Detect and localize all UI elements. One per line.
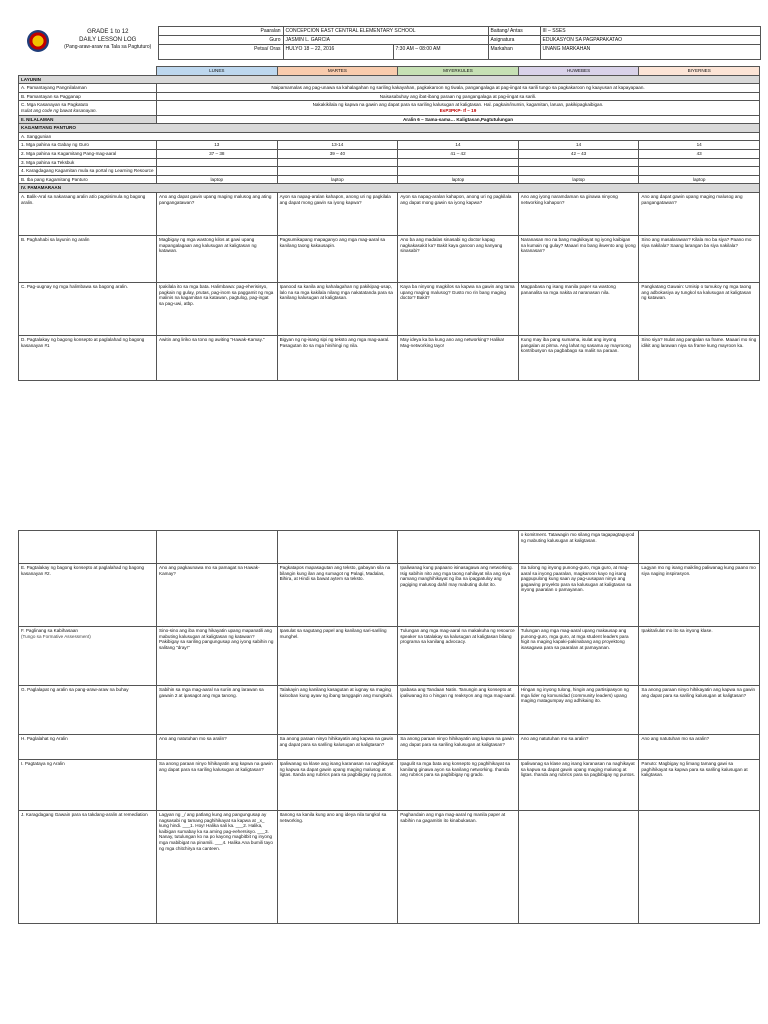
procedure-label-cell bbox=[19, 686, 157, 735]
gabay-guro-martes: 13-14 bbox=[277, 141, 398, 150]
procedure-cell-martes: Pagsumikapang mapaganyo ang mga mag-aaral sa kanilang taong kakausapin. bbox=[277, 235, 398, 282]
procedure-cell-biyernes bbox=[639, 531, 760, 564]
kagamitan-martes: laptop bbox=[277, 175, 398, 184]
procedure-label-cell bbox=[19, 282, 157, 335]
procedure-cell-huwebes: Naranasan mo na bang magkikayat ng iyong kaibigan na kumain ng gulay? Maaari mo bang ikwento ang iyong karanasan? bbox=[518, 235, 639, 282]
procedure-cell-miyerkules: Ipabasa ang Tandaan Natin. Tanungin ang konsepto at ipaliwanag ito o hingan ng reaksyon ang mga mag-aaral. bbox=[398, 686, 519, 735]
lesson-log-page-2 bbox=[18, 530, 760, 924]
iba-pang-kagamitan-label: B. Iba pang Kagamitang Panturo bbox=[19, 175, 157, 184]
gabay-guro-miyerkules: 14 bbox=[398, 141, 519, 150]
pamamaraan-heading: IV. PAMAMARAAN bbox=[19, 184, 760, 193]
layunin-a-text: Naipamamalas ang pag-unawa sa kahalagahan ng sariling kakayahan, pagkakaroon ng tiwala, pangangalaga at pag-iingat sa sarili tungo sa pagkakaroon ng kaayusan at kapayapaan. bbox=[157, 84, 760, 93]
procedure-cell-huwebes: Ano ang natutuhan mo sa aralin? bbox=[518, 735, 639, 760]
paaralan-label: Paaralan bbox=[158, 27, 283, 36]
procedure-cell-martes: Talakayin ang kanilang kasagutan at iugnay sa maging kalooban kung ayaw ng ibang tanggapin ang mungkahi. bbox=[277, 686, 398, 735]
kagamitan-lunes: laptop bbox=[157, 175, 278, 184]
main-table-1 bbox=[18, 66, 760, 381]
oras-value: 7:30 AM – 08:00 AM bbox=[393, 45, 488, 60]
layunin-c-label: C. Mga Kasanayan sa Pagkatuto bbox=[21, 102, 89, 108]
procedure-cell-martes: Ipanood sa kanila ang kahalagahan ng pakikipag-usap, lalo na sa mga kakilala nilang mga nakatatanda para sa kanilang kalusugan at kaligtasan. bbox=[277, 282, 398, 335]
title-block bbox=[58, 27, 158, 60]
day-header-lunes: LUNES bbox=[157, 67, 278, 76]
procedure-cell-miyerkules: Paghandain ang mga mag-aaral ng manila paper at sabihin na gagamitin ito kinabukasan. bbox=[398, 811, 519, 924]
procedure-cell-huwebes: Tulungan ang mga mag-aaral upang makausap ang punong-guro, mga guro, at mga student leaders para higit na maging kapaki-pakinabang ang proyektong isasagawa para sa paaralan at pamayanan. bbox=[518, 627, 639, 686]
markahan-label: Markahan bbox=[488, 45, 540, 60]
procedure-cell-huwebes: o komitment. Tatawagin mo silang mga tagapagtaguyod ng mabuting kalusugan at kaligtasan. bbox=[518, 531, 639, 564]
kagamitang-martes: 39 – 40 bbox=[277, 149, 398, 158]
procedure-cell-lunes: Sino-sino ang iba mong hikayatin upang mapanatili ang mabuting kalusugan at kaligtasan ng katawan? Pakibigay sa sariling pangungusap ang iyong sabihin ng salitang "dray!" bbox=[157, 627, 278, 686]
procedure-cell-lunes: Ano ang dapat gawin upang maging malusog ang ating pangangatawan? bbox=[157, 192, 278, 235]
procedure-cell-miyerkules: Sa anong paraan ninyo hihikayatin ang kapwa na gawin ang dapat para sa sariling kalusugan at kaligtasan? bbox=[398, 735, 519, 760]
lesson-log-page-1 bbox=[18, 26, 760, 381]
layunin-b-label: B. Pamantayan sa Pagganap bbox=[19, 92, 157, 101]
markahan-value: UNANG MARKAHAN bbox=[540, 45, 760, 60]
gabay-guro-huwebes: 14 bbox=[518, 141, 639, 150]
kagamitang-mag-aaral-label: 2. Mga pahina sa Kagamitang Pang-mag-aaral bbox=[19, 149, 157, 158]
procedure-row bbox=[19, 564, 760, 627]
procedure-label-cell bbox=[19, 235, 157, 282]
procedure-row bbox=[19, 282, 760, 335]
procedure-cell-lunes: Magbigay ng mga wastong kilos at gawi upang mapangalagaan ang kalusugan at kaligtasan ng katawan. bbox=[157, 235, 278, 282]
procedure-cell-martes: Sa anong paraan ninyo hihikayatin ang kapwa na gawin ang dapat para sa sariling kalusugan at kaligtasan? bbox=[277, 735, 398, 760]
procedure-cell-biyernes: Ano ang natutuhan mo sa aralin? bbox=[639, 735, 760, 760]
procedure-label: C. Pag-uugnay ng mga halimbawa sa bagong aralin. bbox=[21, 283, 128, 289]
sanggunian-label: A. Sanggunian bbox=[19, 132, 760, 141]
procedure-cell-huwebes: Hingan ng inyong tulong, hingin ang partisipasyon ng mga lider ng komunidad (community leaders) upang maging matagumpay ang adhikaing ito. bbox=[518, 686, 639, 735]
baitang-label: Baitang/ Antas bbox=[488, 27, 540, 36]
main-table-2 bbox=[18, 530, 760, 924]
procedure-cell-biyernes: Ipakita/iulat mo ito sa inyong klase. bbox=[639, 627, 760, 686]
kagamitan-huwebes: laptop bbox=[518, 175, 639, 184]
procedure-cell-miyerkules: Tulungan ang mga mag-aaral na makakuha ng resource speaker na tatalakay sa kalusugan at kaligtasan bilang programa sa kanilang advocacy. bbox=[398, 627, 519, 686]
procedure-cell-miyerkules: May ideya ka ba kung ano ang networking? Halika! Mag-networking tayo! bbox=[398, 335, 519, 380]
deped-seal-icon bbox=[27, 30, 49, 52]
procedure-cell-biyernes bbox=[639, 811, 760, 924]
procedure-label-cell bbox=[19, 192, 157, 235]
layunin-c-label-cell bbox=[19, 101, 157, 115]
asignatura-label: Asignatura bbox=[488, 36, 540, 45]
procedure-row bbox=[19, 811, 760, 924]
gabay-guro-lunes: 13 bbox=[157, 141, 278, 150]
kagamitang-lunes: 37 – 38 bbox=[157, 149, 278, 158]
procedure-cell-lunes: Sa anong paraan ninyo hihikayatin ang kapwa na gawin ang dapat para sa sariling kalusugan at kaligtasan? bbox=[157, 760, 278, 811]
procedure-label-cell bbox=[19, 735, 157, 760]
procedure-label: H. Paglalahat ng Aralin bbox=[21, 736, 68, 741]
log-title: DAILY LESSON LOG bbox=[79, 36, 137, 43]
pamamaraan-rows-2 bbox=[19, 531, 760, 924]
gabay-guro-biyernes: 14 bbox=[639, 141, 760, 150]
petsa-label: Petsa/ Oras bbox=[158, 45, 283, 60]
kagamitan-miyerkules: laptop bbox=[398, 175, 519, 184]
pamamaraan-rows-1 bbox=[19, 192, 760, 380]
layunin-b-text: Naisasabuhay ang ibat-ibang paraan ng pangangalaga at pag-iingat sa sarili. bbox=[157, 92, 760, 101]
gabay-guro-label: 1. Mga pahina sa Gabay ng Guro bbox=[19, 141, 157, 150]
procedure-cell-martes: Ayon sa napag-aralan kahapon, anong uri ng pagkilala ang dapat mong gawin sa iyong kapwa? bbox=[277, 192, 398, 235]
procedure-row bbox=[19, 627, 760, 686]
procedure-cell-biyernes: Lagyan mo ng isang maikling paliwanag kung paano mo siya naging inspirasyon. bbox=[639, 564, 760, 627]
procedure-cell-huwebes: Kung may iba pang sumama, isulat ang inyong pangalan at pirma. Ang lahat ng sasama ay mayroong kontribusyon sa pagbabago sa maliit na paraan. bbox=[518, 335, 639, 380]
karagdagang-kagamitan-label: 4. Karagdagang Kagamitan mula sa portal ng Learning Resource bbox=[19, 167, 157, 176]
nilalaman-text: Aralin 6 – Sama-sama… Kaligtasan,Pagtutulungan bbox=[157, 115, 760, 124]
layunin-heading: LAYUNIN bbox=[19, 75, 760, 84]
procedure-cell-biyernes: Pangkatang Gawain: Umisip o tumukoy ng mga taong ang adbokasiya ay tungkol sa kalusugan at kaligtasan ng katawan. bbox=[639, 282, 760, 335]
procedure-label-cell bbox=[19, 760, 157, 811]
procedure-cell-miyerkules: Ano ba ang madalas sinasabi ng doctor kapag nagkakasakit ka? Bakit kaya ganoon ang kanyang sinasabi? bbox=[398, 235, 519, 282]
procedure-label-cell bbox=[19, 531, 157, 564]
layunin-a-label: A. Pamantayang Pangnilalaman bbox=[19, 84, 157, 93]
kagamitan-biyernes: laptop bbox=[639, 175, 760, 184]
procedure-label: I. Pagtataya ng Aralin bbox=[21, 761, 65, 766]
procedure-cell-huwebes bbox=[518, 811, 639, 924]
layunin-c-code: EsP3PKP- If – 19 bbox=[439, 107, 477, 113]
procedure-cell-martes: Itanong sa kanila kung ano ang ideya nila tungkol sa networking. bbox=[277, 811, 398, 924]
procedure-row bbox=[19, 235, 760, 282]
kagamitang-biyernes: 43 bbox=[639, 149, 760, 158]
asignatura-value: EDUKASYON SA PAGPAPAKATAO bbox=[540, 36, 760, 45]
procedure-cell-biyernes: Sino siya? Isulat ang pangalan sa frame. Maaari mo ring idikit ang larawan niya sa frame kung mayroon ka. bbox=[639, 335, 760, 380]
procedure-cell-huwebes: Magpabasa ng isang manila paper sa wastong pananalita sa mga nakita at naranasan nila. bbox=[518, 282, 639, 335]
procedure-cell-miyerkules: Ayon sa napag-aralan kahapon, anong uri ng pagkilala ang dapat mong gawin sa iyong kapwa? bbox=[398, 192, 519, 235]
procedure-row bbox=[19, 735, 760, 760]
day-header-biyernes: BIYERNES bbox=[639, 67, 760, 76]
procedure-cell-martes: Bigyan ng ng-isang sipi ng teksto ang mga mag-aaral. Pasagutan ito sa mga hinihingi ng nila. bbox=[277, 335, 398, 380]
procedure-label-cell bbox=[19, 335, 157, 380]
procedure-cell-huwebes: Ano ang iyong naramdaman sa ginawa ninyong networking kahapon? bbox=[518, 192, 639, 235]
guro-value: JASMIN L. GARCIA bbox=[283, 36, 488, 45]
procedure-cell-miyerkules bbox=[398, 531, 519, 564]
header-table bbox=[18, 26, 761, 60]
kagamitan-heading: KAGAMITANG PANTURO bbox=[19, 124, 760, 133]
procedure-cell-lunes: Awitin ang liriko sa tono ng awiting "Hawak-Kamay." bbox=[157, 335, 278, 380]
kagamitang-miyerkules: 41 – 42 bbox=[398, 149, 519, 158]
procedure-cell-lunes bbox=[157, 531, 278, 564]
procedure-cell-miyerkules: Ipaliwanag kung papaano isinasagawa ang networking. Isig sabihin nito ang mga taong nahilayat nila ang siya namang manghihikayat ng iba na ipagpatuloy ang pagiging malusog dahil may mabuting dulot ito. bbox=[398, 564, 519, 627]
procedure-label: A. Balik-Aral sa nakaraang aralin at/o pagsisimula ng bagong aralin. bbox=[21, 193, 146, 205]
baitang-value: III – SSES bbox=[540, 27, 760, 36]
procedure-cell-martes bbox=[277, 531, 398, 564]
procedure-label: D. Pagtalakay ng bagong konsepto at paglalahad ng bagong kasanayan #1 bbox=[21, 336, 145, 348]
day-header-martes: MARTES bbox=[277, 67, 398, 76]
procedure-cell-huwebes: Sa tulong ng inyong punong-guro, mga guro, at mag-aaral sa inyong paaralan, magkaroon kayo ng isang pagpupulong kung saan ay pag-uusapan ninyo ang gagawing proyekto para sa kalusugan at kaligtasan sa inyong paaralan o pamayanan. bbox=[518, 564, 639, 627]
procedure-cell-miyerkules: Kaya ba ninyong magkilos sa kapwa na gawin ang tama upang maging malusog? Gusto mo rin bang maging doctor? Bakit? bbox=[398, 282, 519, 335]
procedure-label-cell bbox=[19, 627, 157, 686]
procedure-cell-lunes: Ano ang natutuhan mo sa aralin? bbox=[157, 735, 278, 760]
layunin-c-cell bbox=[157, 101, 760, 115]
procedure-sublabel: (Tungo sa Formative Assessment) bbox=[21, 633, 91, 639]
day-header-miyerkules: MIYERKULES bbox=[398, 67, 519, 76]
petsa-value: HULYO 18 – 22, 2016 bbox=[283, 45, 393, 60]
day-header-huwebes: HUWEBES bbox=[518, 67, 639, 76]
paaralan-value: CONCEPCION EAST CENTRAL ELEMENTARY SCHOOL bbox=[283, 27, 488, 36]
layunin-c-text: Nakakikilala ng kapwa na gawin ang dapat para sa sariling kalusugan at kaligtasan. Hal. pagkain/inumin, kagamitan, laruan, pakikipagkaibigan. bbox=[312, 102, 604, 108]
procedure-row bbox=[19, 192, 760, 235]
procedure-label: F. Paglinang sa Kabihasaan bbox=[21, 628, 78, 633]
procedure-label: G. Paglalapat ng aralin sa pang-araw-araw na buhay bbox=[21, 687, 129, 692]
procedure-row bbox=[19, 760, 760, 811]
procedure-cell-lunes: Lagyan ng _/ ang patlang kung ang pangungusap ay nagsasabi ng tamang paghihikayat sa kapwa at _x_ kung hindi. ___1. Hoy! Halika sali ka. ___2. Halika, kaibigan sumabay ka sa aming pag-eehersisyo. ___3. Nanay, tutulungan ko na po kayong magbitbit ng inyong mga mabibigat na pinamili. ___4. Halika Ana bumili tayo ng mga chitchirya sa canteen. bbox=[157, 811, 278, 924]
guro-label: Guro bbox=[158, 36, 283, 45]
kagamitang-huwebes: 42 – 43 bbox=[518, 149, 639, 158]
procedure-cell-biyernes: Sa anong paraan ninyo hihikayatin ang kapwa na gawin ang dapat para sa sariling kalusugan at kaligtasan? bbox=[639, 686, 760, 735]
procedure-cell-huwebes: Ipaliwanag sa klase ang isang karanasan na naghikayat sa kapwa sa dapat gawin upang maging malusog at ligtas. Ihanda ang rubrics para sa pagbibigay ng puntos. bbox=[518, 760, 639, 811]
procedure-row bbox=[19, 531, 760, 564]
procedure-cell-martes: Ipasulat sa sagutang papel ang kanilang sari-sariling munghel. bbox=[277, 627, 398, 686]
school-logo-cell bbox=[18, 27, 58, 60]
nilalaman-label: II. NILALAMAN bbox=[19, 115, 157, 124]
procedure-cell-martes: Ipaliwanag sa klase ang isang karanasan na naghikayat ng kapwa sa dapat gawin upang maging malusog at ligtas. Itanda ang rubrics para sa pagbibigay ng puntos. bbox=[277, 760, 398, 811]
procedure-label-cell bbox=[19, 811, 157, 924]
layunin-c-sub: Isulat ang code ng bawat kasanayan. bbox=[21, 107, 97, 113]
procedure-row bbox=[19, 335, 760, 380]
procedure-cell-lunes: Sabihin sa mga mag-aaral na suriin ang larawan sa gawain 2 at ipasagot ang mga tanong. bbox=[157, 686, 278, 735]
procedure-cell-biyernes: Panuto: Magbigay ng limang tamang gawi sa paghihikayat sa kapwa para sa sariling kalusugan at kaligtasan. bbox=[639, 760, 760, 811]
procedure-cell-biyernes: Ano ang dapat gawin upang maging malusog ang pangangatawan? bbox=[639, 192, 760, 235]
grade-label: GRADE 1 to 12 bbox=[87, 28, 129, 35]
log-subtitle: (Pang-araw-araw na Tala sa Pagtuturo) bbox=[64, 43, 152, 50]
procedure-label: E. Pagtalakay ng bagong konsepto at paglalahad ng bagong kasanayan #2. bbox=[21, 565, 145, 576]
procedure-cell-miyerkules: Ipagulit sa mga bata ang konsepto ng paghihikayat sa kanilang ginawa ayon sa kanilang networking. Ihanda ang rubrics para sa pagbibigay ng grado. bbox=[398, 760, 519, 811]
procedure-label-cell bbox=[19, 564, 157, 627]
procedure-cell-martes: Pagkatapos mapasagutan ang teksto, gabayan sila na bilangin kung ilan ang sumagot ng Palagi, Madalas, Bihira, at Hindi sa bawat aytem sa teksto. bbox=[277, 564, 398, 627]
teksbuk-label: 3. Mga pahina sa Teksbuk bbox=[19, 158, 157, 167]
procedure-cell-lunes: Ano ang pagkaunawa mo sa pamagat na Hawak-Kamay? bbox=[157, 564, 278, 627]
procedure-label: J. Karagdagang Gawain para sa takdang-aralin at remediation bbox=[21, 812, 148, 817]
procedure-row bbox=[19, 686, 760, 735]
procedure-cell-biyernes: Sino ang masalarawan? Kilala mo ba siya? Paano mo siya nakilala? Saang larangan ba siya nakilala? bbox=[639, 235, 760, 282]
procedure-cell-lunes: Ipakilala ito sa mga bata. Halimbawa: pag-eherisisyo, pagkain ng gulay, prutas, pag-inom sa paggamit ng mga malinis na kagamitan sa katawan, pagtulog, pag-ingat sa pag-uwi, atbp. bbox=[157, 282, 278, 335]
procedure-label: B. Paghahabi sa layunin ng aralin bbox=[21, 236, 90, 242]
